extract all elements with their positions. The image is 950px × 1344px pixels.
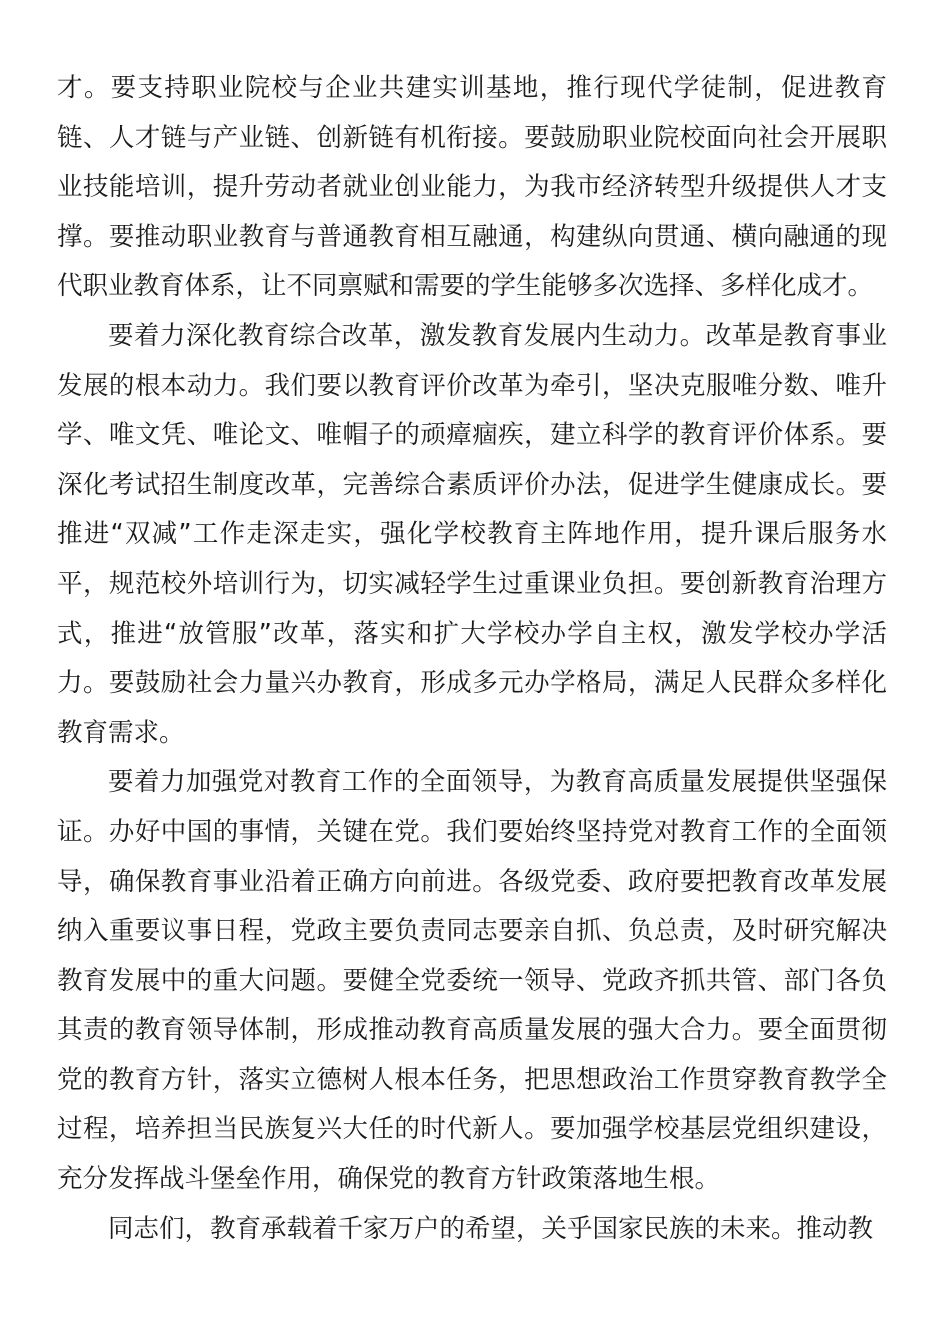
document-page: [57, 64, 887, 1254]
paragraph-continued: 才。要支持职业院校与企业共建实训基地，推行现代学徒制，促进教育链、人才链与产业链、创新链有机衔接。要鼓励职业院校面向社会开展职业技能培训，提升劳动者就业创业能力，为我市经济转型升级提供人才支撑。要推动职业教育与普通教育相互融通，构建纵向贯通、横向融通的现代职业教育体系，让不同禀赋和需要的学生能够多次选择、多样化成才。: [57, 73, 887, 302]
paragraph-party-leadership: 要着力加强党对教育工作的全面领导，为教育高质量发展提供坚强保证。办好中国的事情，关键在党。我们要始终坚持党对教育工作的全面领导，确保教育事业沿着正确方向前进。各级党委、政府要把教育改革发展纳入重要议事日程，党政主要负责同志要亲自抓、负总责，及时研究解决教育发展中的重大问题。要健全党委统一领导、党政齐抓共管、部门各负其责的教育领导体制，形成推动教育高质量发展的强大合力。要全面贯彻党的教育方针，落实立德树人根本任务，把思想政治工作贯穿教育教学全过程，培养担当民族复兴大任的时代新人。要加强学校基层党组织建设，充分发挥战斗堡垒作用，确保党的教育方针政策落地生根。: [57, 767, 887, 1195]
paragraph-reform: 要着力深化教育综合改革，激发教育发展内生动力。改革是教育事业发展的根本动力。我们要以教育评价改革为牵引，坚决克服唯分数、唯升学、唯文凭、唯论文、唯帽子的顽瘴痼疾，建立科学的教育评价体系。要深化考试招生制度改革，完善综合素质评价办法，促进学生健康成长。要推进“双减”工作走深走实，强化学校教育主阵地作用，提升课后服务水平，规范校外培训行为，切实减轻学生过重课业负担。要创新教育治理方式，推进“放管服”改革，落实和扩大学校办学自主权，激发学校办学活力。要鼓励社会力量兴办教育，形成多元办学格局，满足人民群众多样化教育需求。: [57, 320, 887, 748]
paragraph-closing: 同志们，教育承载着千家万户的希望，关乎国家民族的未来。推动教: [108, 1213, 874, 1244]
